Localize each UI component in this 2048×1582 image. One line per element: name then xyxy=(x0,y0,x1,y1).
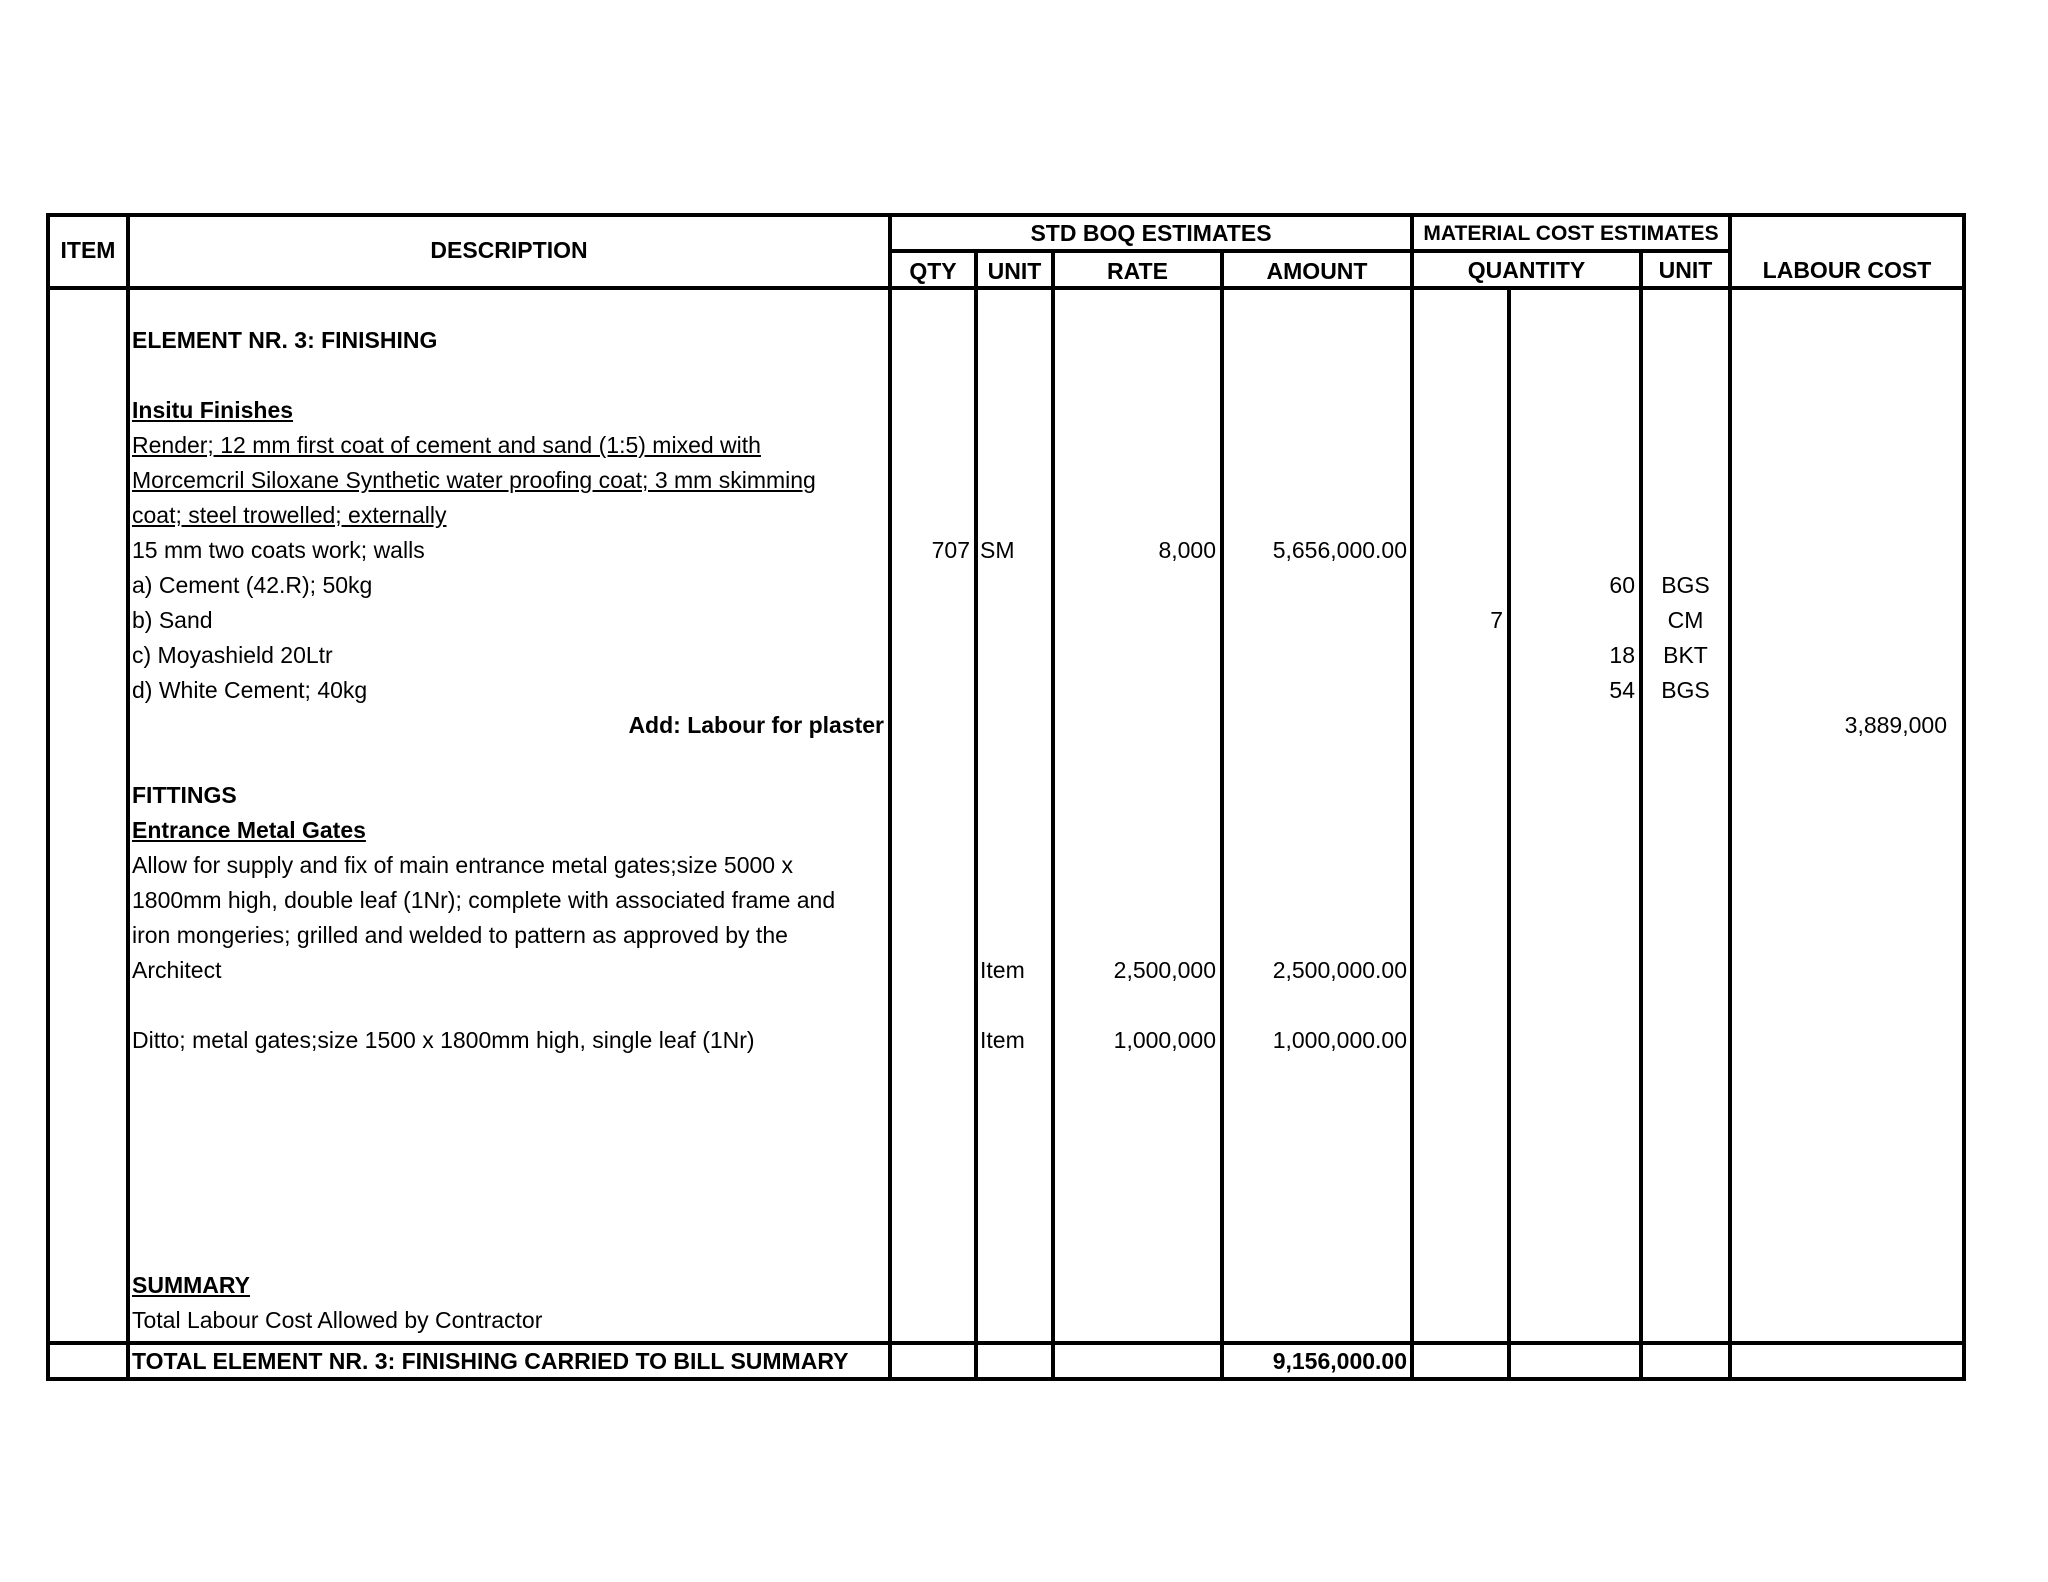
material-sand-unit: CM xyxy=(1667,607,1704,633)
material-cement-qty: 60 xyxy=(1609,572,1635,598)
header-qty: QTY xyxy=(909,258,957,284)
gate-single-rate: 1,000,000 xyxy=(1113,1027,1216,1053)
gate-main-unit: Item xyxy=(980,957,1025,983)
render-desc-line: coat; steel trowelled; externally xyxy=(132,502,447,528)
col-rule-rate xyxy=(1220,250,1224,1381)
gate-single-unit: Item xyxy=(980,1027,1025,1053)
walls-unit: SM xyxy=(980,537,1015,563)
col-rule-amount xyxy=(1410,213,1414,1381)
total-top-rule xyxy=(46,1341,1966,1345)
element-title: ELEMENT NR. 3: FINISHING xyxy=(132,327,438,353)
material-cement-desc: a) Cement (42.R); 50kg xyxy=(132,572,373,598)
gate-single-amount: 1,000,000.00 xyxy=(1272,1027,1407,1053)
header-quantity: QUANTITY xyxy=(1467,257,1586,283)
header-unit: UNIT xyxy=(987,258,1042,284)
summary-heading: SUMMARY xyxy=(132,1272,250,1298)
material-moyashield-desc: c) Moyashield 20Ltr xyxy=(132,642,333,668)
walls-amount: 5,656,000.00 xyxy=(1272,537,1407,563)
entrance-gates-heading: Entrance Metal Gates xyxy=(132,817,366,843)
header-material-unit: UNIT xyxy=(1658,257,1713,283)
col-rule-quantity xyxy=(1639,250,1643,1381)
col-rule-quantity-split xyxy=(1507,288,1511,1381)
gate-main-desc-line: Allow for supply and fix of main entrance metal gates;size 5000 x xyxy=(132,852,793,878)
header-material-cost-estimates: MATERIAL COST ESTIMATES xyxy=(1423,222,1719,245)
walls-qty: 707 xyxy=(931,537,970,563)
header-subdivider-std xyxy=(890,249,1414,253)
gate-main-desc-line: Architect xyxy=(132,957,222,983)
material-white-cement-unit: BGS xyxy=(1661,677,1710,703)
header-subdivider-mat xyxy=(1412,249,1732,253)
labour-plaster-desc: Add: Labour for plaster xyxy=(628,712,884,738)
walls-desc: 15 mm two coats work; walls xyxy=(132,537,425,563)
material-white-cement-desc: d) White Cement; 40kg xyxy=(132,677,368,703)
summary-labour-line: Total Labour Cost Allowed by Contractor xyxy=(132,1307,543,1333)
gate-main-desc-line: iron mongeries; grilled and welded to pattern as approved by the xyxy=(132,922,788,948)
col-rule-unit xyxy=(1051,250,1055,1381)
header-rate: RATE xyxy=(1107,258,1168,284)
labour-plaster-cost: 3,889,000 xyxy=(1844,712,1947,738)
total-desc: TOTAL ELEMENT NR. 3: FINISHING CARRIED TO BILL SUMMARY xyxy=(132,1348,849,1374)
table-border xyxy=(46,213,1966,1381)
header-amount: AMOUNT xyxy=(1266,258,1368,284)
col-rule-item xyxy=(126,213,130,1381)
total-amount: 9,156,000.00 xyxy=(1272,1348,1407,1374)
col-rule-mat-unit xyxy=(1728,213,1732,1381)
material-moyashield-qty: 18 xyxy=(1609,642,1635,668)
render-desc-line: Morcemcril Siloxane Synthetic water proofing coat; 3 mm skimming xyxy=(132,467,816,493)
material-cement-unit: BGS xyxy=(1661,572,1710,598)
fittings-heading: FITTINGS xyxy=(132,782,237,808)
gate-main-desc-line: 1800mm high, double leaf (1Nr); complete with associated frame and xyxy=(132,887,836,913)
header-bottom-rule xyxy=(46,286,1966,290)
header-std-boq-estimates: STD BOQ ESTIMATES xyxy=(1030,220,1272,246)
insitu-finishes-heading: Insitu Finishes xyxy=(132,397,294,423)
material-sand-desc: b) Sand xyxy=(132,607,213,633)
material-white-cement-qty: 54 xyxy=(1609,677,1635,703)
col-rule-description xyxy=(888,213,892,1381)
material-moyashield-unit: BKT xyxy=(1663,642,1708,668)
gate-main-rate: 2,500,000 xyxy=(1113,957,1216,983)
material-sand-qty: 7 xyxy=(1490,607,1503,633)
header-item: ITEM xyxy=(60,237,116,263)
header-description: DESCRIPTION xyxy=(430,237,588,263)
col-rule-qty xyxy=(974,250,978,1381)
header-labour-cost: LABOUR COST xyxy=(1762,257,1932,283)
gate-single-desc: Ditto; metal gates;size 1500 x 1800mm high, single leaf (1Nr) xyxy=(132,1027,755,1053)
render-desc-line: Render; 12 mm first coat of cement and sand (1:5) mixed with xyxy=(132,432,761,458)
gate-main-amount: 2,500,000.00 xyxy=(1272,957,1407,983)
walls-rate: 8,000 xyxy=(1158,537,1216,563)
